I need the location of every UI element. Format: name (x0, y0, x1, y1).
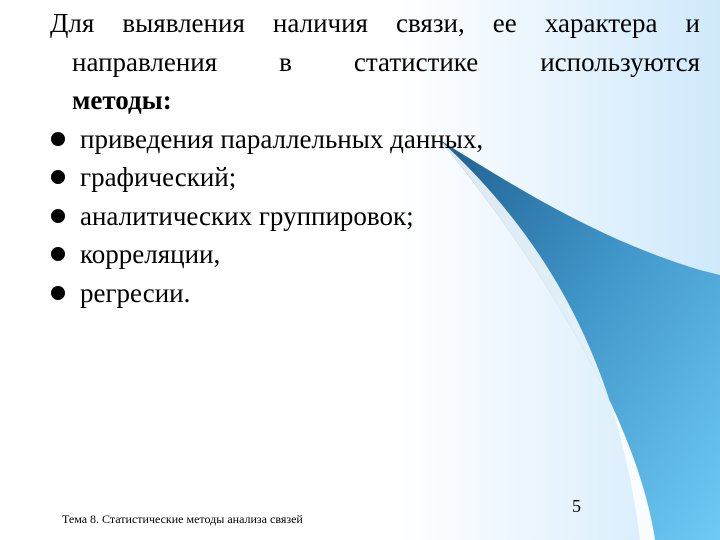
footer-text: Тема 8. Статистические методы анализа связей (62, 512, 303, 526)
page-number: 5 (572, 496, 581, 516)
method-label: графический; (80, 162, 237, 192)
methods-list (50, 120, 700, 313)
bullet-icon (51, 286, 65, 300)
bullet-icon (51, 247, 65, 261)
method-label: корреляции, (80, 239, 221, 269)
method-label: приведения параллельных данных, (80, 123, 484, 154)
bullet-icon (51, 170, 65, 184)
list-item (50, 274, 700, 313)
intro-emphasis: методы: (72, 85, 172, 115)
method-label: аналитических группировок; (80, 200, 414, 231)
bullet-icon (51, 209, 65, 223)
list-item (50, 197, 700, 236)
list-item (50, 158, 700, 197)
slide-body (50, 4, 700, 312)
bullet-icon (51, 132, 65, 146)
intro-text: Для выявления наличия связи, ее характера и направления в статистике используются (50, 8, 700, 77)
list-item (50, 120, 700, 159)
list-item (50, 235, 700, 274)
method-label: регресии. (80, 277, 191, 308)
